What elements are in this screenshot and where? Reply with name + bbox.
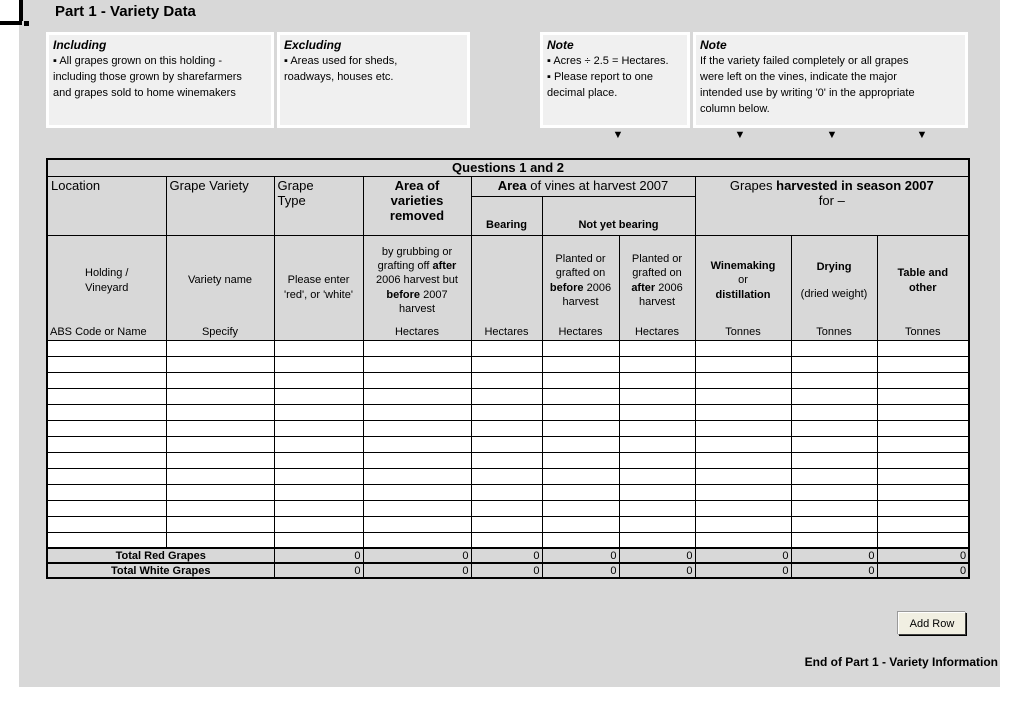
note-line: ▪ Please report to one — [547, 71, 654, 84]
variety-table-body — [47, 340, 969, 578]
entry-cell[interactable] — [695, 484, 791, 500]
entry-cell[interactable] — [877, 436, 969, 452]
subheader-grape-type — [274, 235, 363, 340]
entry-cell[interactable] — [274, 404, 363, 420]
entry-cell[interactable] — [471, 452, 542, 468]
header-segment: harvested in season 2007 — [776, 177, 934, 193]
subheader-bottom-label: ABS Code or Name — [50, 325, 147, 338]
cell-selection-bottom-border — [0, 21, 22, 25]
entry-cell[interactable] — [542, 420, 619, 436]
subheader-line: or — [738, 274, 748, 287]
total-row — [47, 563, 969, 578]
entry-cell[interactable] — [47, 484, 166, 500]
variety-table-head — [47, 159, 969, 340]
entry-cell[interactable] — [619, 484, 695, 500]
header-line: varieties — [390, 192, 444, 208]
header-segment: Area — [497, 177, 527, 193]
entry-cell[interactable] — [363, 532, 471, 548]
total-value-cell: 0 — [877, 548, 969, 563]
entry-cell[interactable] — [695, 388, 791, 404]
subheader-bearing — [471, 235, 542, 340]
subheader-planted-before — [542, 235, 619, 340]
unit-label: Hectares — [394, 325, 440, 338]
entry-cell[interactable] — [274, 420, 363, 436]
total-value-cell: 0 — [695, 563, 791, 578]
note-line: If the variety failed completely or all grapes — [700, 55, 909, 68]
entry-cell[interactable] — [471, 532, 542, 548]
entry-cell[interactable] — [166, 372, 274, 388]
entry-cell[interactable] — [471, 468, 542, 484]
subheader-segment: grafting off — [377, 260, 433, 273]
header-line: Area of — [394, 177, 440, 193]
header-line: Type — [277, 192, 306, 208]
unit-label: Hectares — [484, 325, 529, 338]
entry-cell[interactable] — [274, 532, 363, 548]
entry-cell[interactable] — [166, 484, 274, 500]
entry-cell[interactable] — [791, 372, 877, 388]
subheader-line: other — [909, 281, 937, 294]
entry-cell[interactable] — [877, 372, 969, 388]
col-group-area-vines — [471, 176, 695, 196]
subheader-segment: before — [549, 281, 584, 294]
subheader-segment: before — [386, 288, 421, 301]
entry-cell[interactable] — [619, 516, 695, 532]
total-value-cell: 0 — [619, 548, 695, 563]
total-value-cell: 0 — [363, 548, 471, 563]
entry-cell[interactable] — [274, 436, 363, 452]
entry-cell[interactable] — [363, 372, 471, 388]
table-row — [47, 452, 969, 468]
table-row — [47, 532, 969, 548]
entry-cell[interactable] — [695, 452, 791, 468]
subheader-segment: 2006 — [583, 281, 612, 294]
subheader-drying — [791, 235, 877, 340]
table-banner: Questions 1 and 2 — [47, 159, 969, 176]
entry-cell[interactable] — [542, 452, 619, 468]
col-header-grape-type — [274, 176, 363, 235]
entry-cell[interactable] — [47, 452, 166, 468]
note-line: including those grown by sharefarmers — [53, 71, 242, 84]
entry-cell[interactable] — [619, 356, 695, 372]
entry-cell[interactable] — [791, 420, 877, 436]
entry-cell[interactable] — [695, 516, 791, 532]
note-heading: Note — [547, 38, 574, 52]
entry-cell[interactable] — [791, 340, 877, 356]
add-row-button[interactable]: Add Row — [898, 612, 966, 635]
entry-cell[interactable] — [363, 388, 471, 404]
entry-cell[interactable] — [166, 468, 274, 484]
table-row — [47, 388, 969, 404]
down-arrow-icon: ▼ — [916, 129, 928, 141]
entry-cell[interactable] — [166, 452, 274, 468]
total-value-cell: 0 — [542, 548, 619, 563]
entry-cell[interactable] — [619, 404, 695, 420]
cell-selection-right-border — [19, 0, 23, 21]
entry-cell[interactable] — [791, 500, 877, 516]
entry-cell[interactable] — [695, 436, 791, 452]
total-label: Total White Grapes — [47, 563, 274, 578]
subheader-line: Planted or — [631, 252, 683, 265]
note-excluding — [277, 32, 470, 128]
entry-cell[interactable] — [274, 356, 363, 372]
entry-cell[interactable] — [542, 516, 619, 532]
entry-cell[interactable] — [166, 356, 274, 372]
header-line: for – — [818, 192, 845, 208]
total-value-cell: 0 — [791, 563, 877, 578]
unit-label: Hectares — [634, 325, 680, 338]
form-canvas — [19, 0, 1000, 687]
subheader-line: Drying — [816, 260, 852, 273]
subheader-planted-after — [619, 235, 695, 340]
col-header-area-removed — [363, 176, 471, 235]
subheader-winemaking — [695, 235, 791, 340]
cell-fill-handle[interactable] — [24, 21, 29, 26]
entry-cell[interactable] — [471, 340, 542, 356]
note-line: ▪ Areas used for sheds, — [284, 55, 398, 68]
entry-cell[interactable] — [877, 500, 969, 516]
entry-cell[interactable] — [877, 356, 969, 372]
down-arrow-icon: ▼ — [612, 129, 624, 141]
entry-cell[interactable] — [791, 532, 877, 548]
page-title: Part 1 - Variety Data — [55, 3, 196, 20]
entry-cell[interactable] — [274, 516, 363, 532]
entry-cell[interactable] — [695, 500, 791, 516]
entry-cell[interactable] — [695, 404, 791, 420]
entry-cell[interactable] — [166, 388, 274, 404]
subheader-line: distillation — [715, 288, 771, 301]
entry-cell[interactable] — [791, 404, 877, 420]
total-value-cell: 0 — [695, 548, 791, 563]
down-arrow-icon: ▼ — [734, 129, 746, 141]
subheader-table-other — [877, 235, 969, 340]
total-value-cell: 0 — [791, 548, 877, 563]
subheader-line: Variety name — [188, 274, 252, 287]
unit-label: Hectares — [558, 325, 603, 338]
entry-cell[interactable] — [542, 404, 619, 420]
col-group-harvested — [695, 176, 969, 235]
entry-cell[interactable] — [877, 404, 969, 420]
entry-cell[interactable] — [542, 532, 619, 548]
entry-cell[interactable] — [471, 372, 542, 388]
subheader-variety — [166, 235, 274, 340]
entry-cell[interactable] — [619, 500, 695, 516]
entry-cell[interactable] — [471, 404, 542, 420]
entry-cell[interactable] — [791, 516, 877, 532]
table-row — [47, 516, 969, 532]
entry-cell[interactable] — [47, 388, 166, 404]
entry-cell[interactable] — [47, 372, 166, 388]
total-value-cell: 0 — [619, 563, 695, 578]
entry-cell[interactable] — [695, 340, 791, 356]
entry-cell[interactable] — [791, 452, 877, 468]
subheader-line: Holding / — [85, 267, 129, 280]
subheader-line: Planted or — [555, 252, 606, 265]
total-value-cell: 0 — [274, 548, 363, 563]
col-header-grape-variety: Grape Variety — [166, 176, 274, 235]
entry-cell[interactable] — [542, 468, 619, 484]
total-label: Total Red Grapes — [47, 548, 274, 563]
entry-cell[interactable] — [47, 356, 166, 372]
subheader-segment: after — [631, 281, 656, 294]
entry-cell[interactable] — [791, 468, 877, 484]
entry-cell[interactable] — [363, 436, 471, 452]
entry-cell[interactable] — [166, 340, 274, 356]
entry-cell[interactable] — [47, 420, 166, 436]
entry-cell[interactable] — [471, 436, 542, 452]
entry-cell[interactable] — [471, 356, 542, 372]
entry-cell[interactable] — [542, 484, 619, 500]
subheader-line: harvest — [398, 302, 436, 315]
header-segment: Grapes — [729, 177, 777, 193]
entry-cell[interactable] — [166, 516, 274, 532]
end-of-part-note: End of Part 1 - Variety Information — [804, 655, 998, 669]
total-value-cell: 0 — [471, 563, 542, 578]
subheader-line: Vineyard — [85, 281, 129, 294]
entry-cell[interactable] — [619, 532, 695, 548]
entry-cell[interactable] — [363, 468, 471, 484]
entry-cell[interactable] — [274, 372, 363, 388]
note-line: intended use by writing '0' in the appropriate — [700, 87, 915, 100]
table-row — [47, 468, 969, 484]
entry-cell[interactable] — [274, 500, 363, 516]
entry-cell[interactable] — [363, 356, 471, 372]
entry-cell[interactable] — [274, 340, 363, 356]
entry-cell[interactable] — [877, 452, 969, 468]
entry-cell[interactable] — [695, 532, 791, 548]
entry-cell[interactable] — [542, 436, 619, 452]
subheader-segment: after — [432, 260, 457, 273]
table-row — [47, 372, 969, 388]
unit-label: Tonnes — [816, 325, 852, 338]
unit-label: Tonnes — [905, 325, 941, 338]
entry-cell[interactable] — [274, 388, 363, 404]
entry-cell[interactable] — [47, 500, 166, 516]
total-row — [47, 548, 969, 563]
note-line: roadways, houses etc. — [284, 71, 394, 84]
header-line: removed — [389, 207, 445, 223]
subheader-line: harvest — [638, 295, 676, 308]
entry-cell[interactable] — [542, 340, 619, 356]
note-line: column below. — [700, 103, 770, 116]
entry-cell[interactable] — [877, 484, 969, 500]
entry-cell[interactable] — [274, 484, 363, 500]
subheader-line: (dried weight) — [800, 288, 868, 300]
table-row — [47, 356, 969, 372]
total-value-cell: 0 — [363, 563, 471, 578]
entry-cell[interactable] — [619, 388, 695, 404]
entry-cell[interactable] — [166, 436, 274, 452]
subheader-line: Table and — [897, 267, 949, 280]
entry-cell[interactable] — [877, 420, 969, 436]
note-heading: Note — [700, 38, 727, 52]
entry-cell[interactable] — [695, 356, 791, 372]
entry-cell[interactable] — [791, 356, 877, 372]
entry-cell[interactable] — [791, 388, 877, 404]
entry-cell[interactable] — [877, 388, 969, 404]
entry-cell[interactable] — [877, 532, 969, 548]
entry-cell[interactable] — [471, 484, 542, 500]
total-value-cell: 0 — [471, 548, 542, 563]
entry-cell[interactable] — [619, 452, 695, 468]
header-line: Grape — [277, 177, 314, 193]
entry-cell[interactable] — [47, 404, 166, 420]
subheader-line: by grubbing or — [381, 245, 453, 258]
unit-label: Tonnes — [725, 325, 761, 338]
subheader-area-removed — [363, 235, 471, 340]
entry-cell[interactable] — [274, 452, 363, 468]
note-line: ▪ Acres ÷ 2.5 = Hectares. — [547, 55, 669, 68]
subheader-line: 'red', or 'white' — [284, 288, 353, 301]
subheader-segment: 2007 — [420, 288, 448, 301]
subheader-bottom-label: Specify — [201, 325, 239, 338]
entry-cell[interactable] — [695, 468, 791, 484]
subheader-location — [47, 235, 166, 340]
entry-cell[interactable] — [542, 388, 619, 404]
note-heading: Including — [53, 38, 107, 52]
entry-cell[interactable] — [166, 420, 274, 436]
note-line: were left on the vines, indicate the major — [700, 71, 897, 84]
subheader-line: grafted on — [555, 267, 606, 280]
entry-cell[interactable] — [619, 372, 695, 388]
entry-cell[interactable] — [695, 372, 791, 388]
entry-cell[interactable] — [363, 500, 471, 516]
note-hectares — [540, 32, 690, 128]
entry-cell[interactable] — [791, 484, 877, 500]
header-segment: of vines at harvest 2007 — [526, 177, 669, 193]
entry-cell[interactable] — [542, 372, 619, 388]
entry-cell[interactable] — [363, 340, 471, 356]
entry-cell[interactable] — [47, 516, 166, 532]
total-value-cell: 0 — [274, 563, 363, 578]
entry-cell[interactable] — [47, 436, 166, 452]
note-including — [46, 32, 274, 128]
entry-cell[interactable] — [363, 452, 471, 468]
variety-table — [46, 158, 970, 579]
subheader-line: grafted on — [632, 267, 682, 280]
entry-cell[interactable] — [471, 388, 542, 404]
total-value-cell: 0 — [542, 563, 619, 578]
entry-cell[interactable] — [471, 500, 542, 516]
note-line: and grapes sold to home winemakers — [53, 87, 236, 100]
entry-cell[interactable] — [363, 484, 471, 500]
entry-cell[interactable] — [166, 404, 274, 420]
entry-cell[interactable] — [363, 516, 471, 532]
col-header-bearing: Bearing — [471, 196, 542, 235]
table-row — [47, 436, 969, 452]
entry-cell[interactable] — [471, 516, 542, 532]
entry-cell[interactable] — [619, 436, 695, 452]
entry-cell[interactable] — [542, 356, 619, 372]
subheader-line: harvest — [562, 295, 599, 308]
entry-cell[interactable] — [47, 468, 166, 484]
note-line: ▪ All grapes grown on this holding - — [53, 55, 222, 68]
entry-cell[interactable] — [47, 532, 166, 548]
total-value-cell: 0 — [877, 563, 969, 578]
col-header-not-yet-bearing: Not yet bearing — [542, 196, 695, 235]
entry-cell[interactable] — [695, 420, 791, 436]
table-row — [47, 484, 969, 500]
entry-cell[interactable] — [877, 516, 969, 532]
entry-cell[interactable] — [877, 340, 969, 356]
subheader-line: Please enter — [287, 274, 350, 287]
entry-cell[interactable] — [619, 340, 695, 356]
subheader-line: 2006 harvest but — [376, 274, 458, 287]
table-row — [47, 340, 969, 356]
table-row — [47, 404, 969, 420]
subheader-line: Winemaking — [710, 260, 776, 273]
entry-cell[interactable] — [274, 468, 363, 484]
entry-cell[interactable] — [363, 420, 471, 436]
col-header-location: Location — [47, 176, 166, 235]
entry-cell[interactable] — [166, 532, 274, 548]
entry-cell[interactable] — [791, 436, 877, 452]
entry-cell[interactable] — [47, 340, 166, 356]
note-heading: Excluding — [284, 38, 342, 52]
table-row — [47, 500, 969, 516]
note-line: decimal place. — [547, 87, 618, 100]
entry-cell[interactable] — [363, 404, 471, 420]
table-row — [47, 420, 969, 436]
entry-cell[interactable] — [471, 420, 542, 436]
entry-cell[interactable] — [877, 468, 969, 484]
note-zero-use — [693, 32, 968, 128]
entry-cell[interactable] — [166, 500, 274, 516]
subheader-segment: 2006 — [655, 281, 683, 294]
entry-cell[interactable] — [619, 468, 695, 484]
entry-cell[interactable] — [542, 500, 619, 516]
entry-cell[interactable] — [619, 420, 695, 436]
down-arrow-icon: ▼ — [826, 129, 838, 141]
